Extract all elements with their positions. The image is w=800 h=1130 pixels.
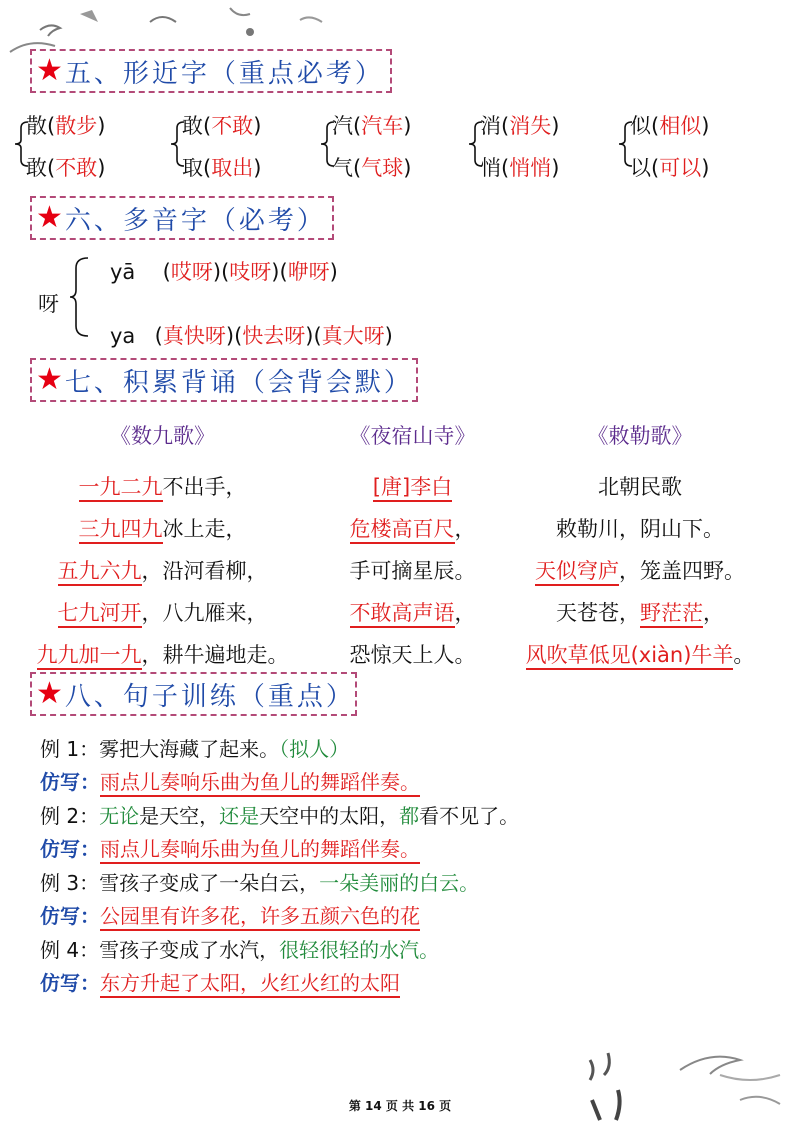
group-line: 敢(不敢)	[26, 156, 106, 180]
group-line: 悄(悄悄)	[480, 156, 560, 180]
reading2-word: 真大呀	[321, 324, 385, 348]
section6-title: 六、多音字（必考）	[64, 205, 326, 236]
poem-line: 七九河开，八九雁来，	[25, 592, 300, 634]
reading2-word: 真快呀	[162, 324, 226, 348]
reading1-word: 哎呀	[170, 260, 213, 284]
imitation-sentence-3: 仿写：公园里有许多花，许多五颜六色的花	[40, 900, 420, 929]
poem-line: 恐惊天上人。	[349, 643, 476, 667]
star-icon: ★	[36, 676, 63, 711]
example-sentence-3: 例 3：雪孩子变成了一朵白云，一朵美丽的白云。	[40, 871, 480, 895]
star-icon: ★	[36, 53, 63, 88]
poem-line: 风吹草低见(xiàn)牛羊。	[500, 634, 780, 676]
reading1-pinyin: yā	[110, 260, 136, 284]
section7-header	[30, 358, 418, 402]
imitation-sentence-2: 仿写：雨点儿奏响乐曲为鱼儿的舞蹈伴奏。	[40, 833, 420, 862]
poem-author: [唐]李白	[300, 466, 525, 508]
example-sentence-2: 例 2：无论是天空，还是天空中的太阳，都看不见了。	[40, 804, 520, 828]
poem-title: 《数九歌》	[110, 424, 215, 448]
reading1-word: 咿呀	[287, 260, 330, 284]
poem-chilege	[500, 420, 780, 676]
group-line: 汽(汽车)	[332, 114, 412, 138]
ink-bird-decoration-bottom	[570, 1045, 800, 1130]
poem-title: 《敕勒歌》	[587, 424, 693, 448]
section6-header	[30, 196, 334, 240]
section5-title: 五、形近字（重点必考）	[64, 58, 384, 89]
section8-header	[30, 672, 357, 716]
polyphone-brace	[68, 256, 90, 338]
reading1-word: 吱呀	[229, 260, 272, 284]
similar-char-group	[168, 110, 318, 184]
section5-header	[30, 49, 392, 93]
poem-line: 敕勒川，阴山下。	[556, 517, 724, 541]
reading2-pinyin: ya	[110, 324, 136, 348]
similar-char-group	[12, 110, 162, 184]
poem-yesushansi	[300, 420, 525, 676]
imitation-sentence-1: 仿写：雨点儿奏响乐曲为鱼儿的舞蹈伴奏。	[40, 766, 420, 795]
group-line: 散(散步)	[26, 114, 106, 138]
section7-title: 七、积累背诵（会背会默）	[64, 367, 413, 398]
poem-line: 五九六九，沿河看柳，	[25, 550, 300, 592]
group-line: 消(消失)	[480, 114, 560, 138]
poem-line: 危楼高百尺，	[300, 508, 525, 550]
similar-char-group	[616, 110, 766, 184]
reading2-line: ya (真快呀)(快去呀)(真大呀)	[110, 324, 393, 348]
polyphone-char: 呀	[38, 292, 59, 316]
similar-char-group	[318, 110, 468, 184]
poem-line: 天苍苍，野茫茫，	[500, 592, 780, 634]
poem-title: 《夜宿山寺》	[349, 424, 476, 448]
group-line: 气(气球)	[332, 156, 412, 180]
example-sentence-1: 例 1：雾把大海藏了起来。（拟人）	[40, 737, 350, 761]
reading2-word: 快去呀	[242, 324, 306, 348]
poem-line: 九九加一九，耕牛遍地走。	[25, 634, 300, 676]
poem-line: 天似穹庐，笼盖四野。	[500, 550, 780, 592]
poem-line: 不敢高声语，	[300, 592, 525, 634]
star-icon: ★	[36, 362, 63, 397]
example-sentence-4: 例 4：雪孩子变成了水汽，很轻很轻的水汽。	[40, 938, 440, 962]
group-line: 似(相似)	[630, 114, 710, 138]
poem-line: 三九四九冰上走，	[25, 508, 300, 550]
star-icon: ★	[36, 200, 63, 235]
imitation-sentence-4: 仿写：东方升起了太阳，火红火红的太阳	[40, 967, 400, 996]
poem-line: 一九二九不出手，	[25, 466, 300, 508]
similar-char-group	[466, 110, 616, 184]
poem-line: 手可摘星辰。	[349, 559, 476, 583]
section8-title: 八、句子训练（重点）	[64, 681, 355, 712]
reading1-line: yā (哎呀)(吱呀)(咿呀)	[110, 260, 338, 284]
page-footer: 第 14 页 共 16 页	[348, 1099, 452, 1113]
poem-author: 北朝民歌	[598, 475, 682, 499]
group-line: 敢(不敢)	[182, 114, 262, 138]
group-line: 以(可以)	[630, 156, 710, 180]
group-line: 取(取出)	[182, 156, 262, 180]
poem-shujiuge	[25, 420, 300, 676]
